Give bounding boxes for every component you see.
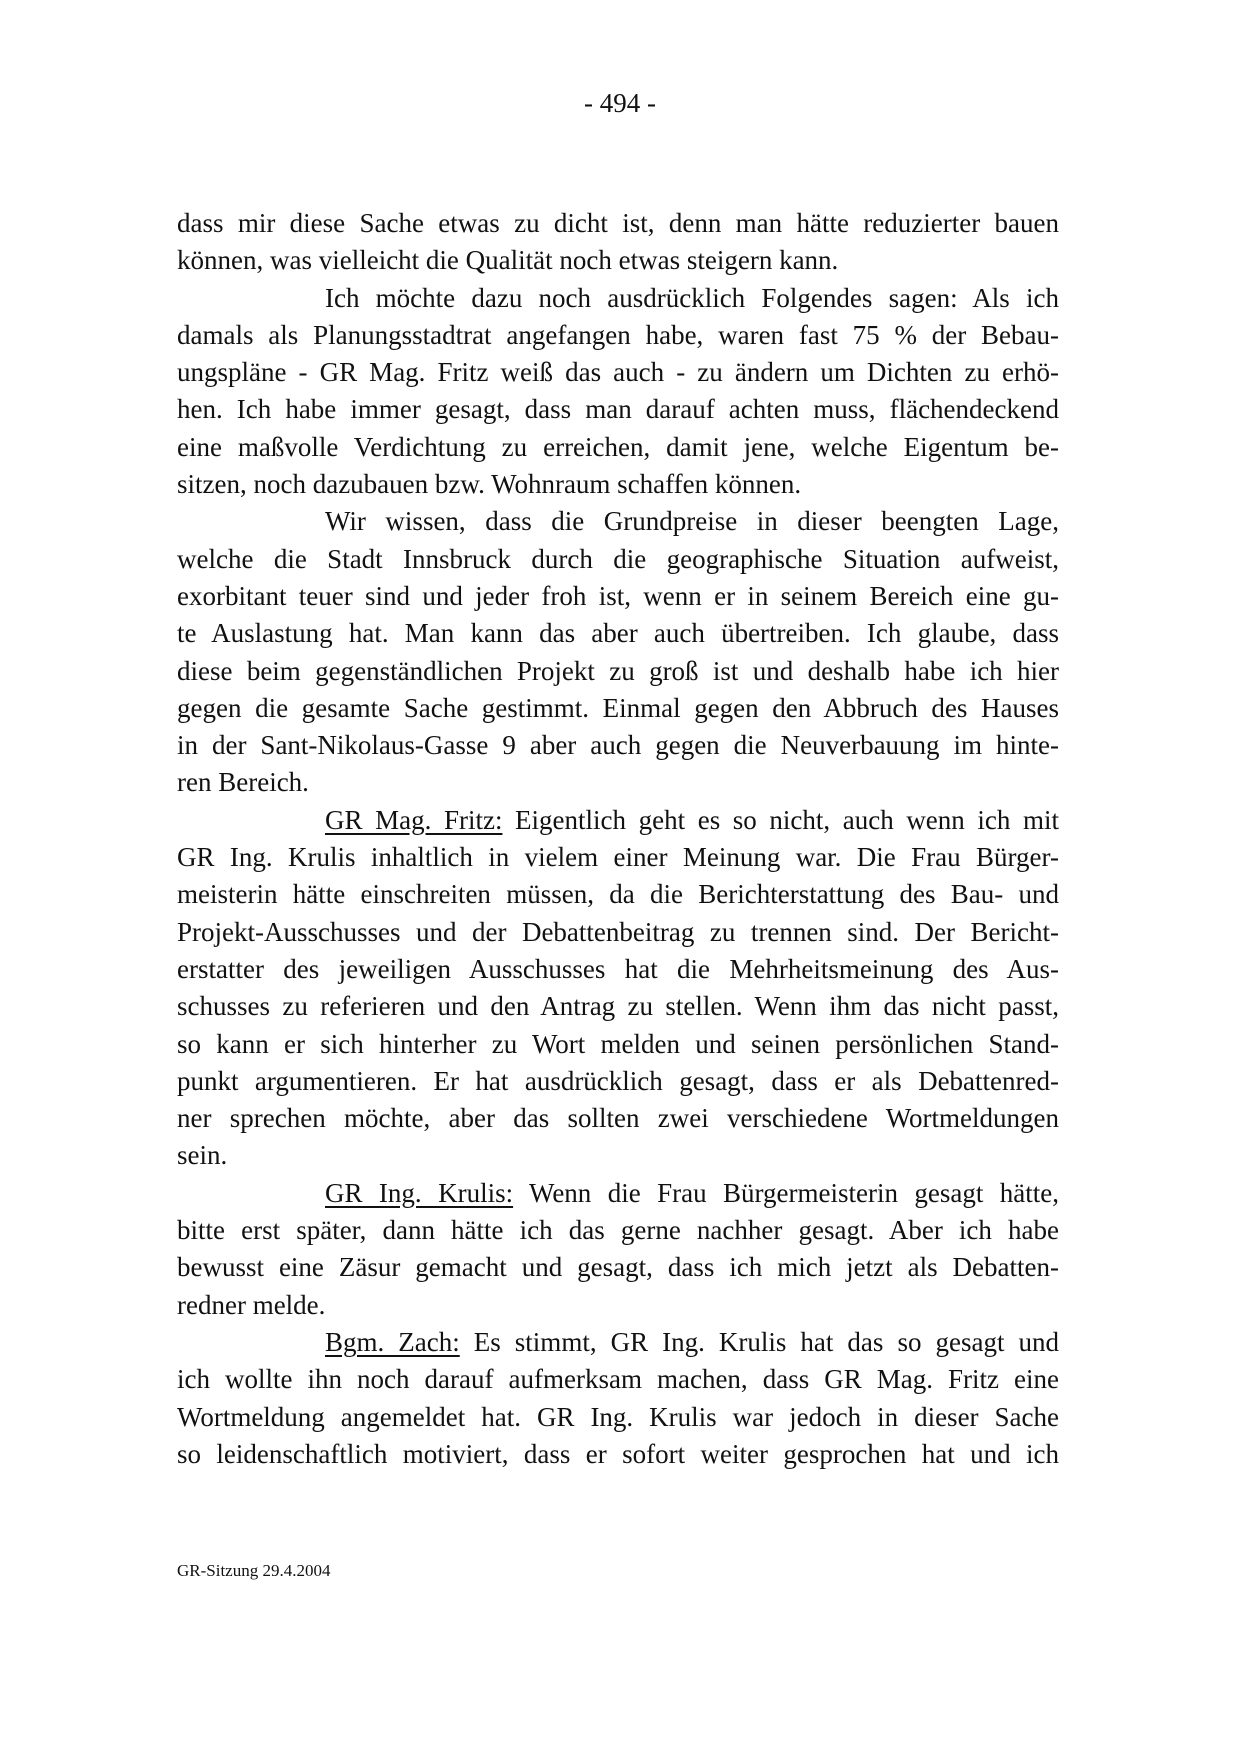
- text-line: GR Mag. Fritz: Eigentlich geht es so nicht, auch wenn ich mit: [325, 804, 1059, 835]
- text-line: ich wollte ihn noch darauf aufmerksam machen, dass GR Mag. Fritz eine: [177, 1364, 1059, 1395]
- text-line: GR Ing. Krulis: Wenn die Frau Bürgermeisterin gesagt hätte,: [325, 1177, 1060, 1208]
- text-line: Ich möchte dazu noch ausdrücklich Folgendes sagen: Als ich: [325, 282, 1059, 313]
- text-line: te Auslastung hat. Man kann das aber auch übertreiben. Ich glaube, dass: [177, 618, 1059, 649]
- text-line: GR Ing. Krulis inhaltlich in vielem einer Meinung war. Die Frau Bürger-: [177, 842, 1059, 873]
- text-line: sein.: [177, 1140, 228, 1171]
- body-text: [177, 205, 1059, 1473]
- footer-session-date: GR-Sitzung 29.4.2004: [177, 1561, 331, 1580]
- speaker-name: GR Ing. Krulis:: [325, 1177, 514, 1208]
- text-line: Wortmeldung angemeldet hat. GR Ing. Krulis war jedoch in dieser Sache: [177, 1401, 1059, 1432]
- text-line: bewusst eine Zäsur gemacht und gesagt, dass ich mich jetzt als Debatten-: [177, 1252, 1059, 1283]
- text-line: Bgm. Zach: Es stimmt, GR Ing. Krulis hat das so gesagt und: [325, 1326, 1059, 1357]
- speaker-name: GR Mag. Fritz:: [325, 804, 503, 835]
- text-line: damals als Planungsstadtrat angefangen habe, waren fast 75 % der Bebau-: [177, 319, 1059, 350]
- text-line: können, was vielleicht die Qualität noch etwas steigern kann.: [177, 245, 839, 276]
- page-number: - 494 -: [584, 88, 656, 118]
- text-line: gegen die gesamte Sache gestimmt. Einmal gegen den Abbruch des Hauses: [177, 692, 1059, 723]
- text-line: ungspläne - GR Mag. Fritz weiß das auch - zu ändern um Dichten zu erhö-: [177, 357, 1059, 388]
- text-line: punkt argumentieren. Er hat ausdrücklich gesagt, dass er als Debattenred-: [177, 1065, 1059, 1096]
- text-line: bitte erst später, dann hätte ich das gerne nachher gesagt. Aber ich habe: [177, 1215, 1059, 1246]
- text-line: erstatter des jeweiligen Ausschusses hat die Mehrheitsmeinung des Aus-: [177, 953, 1059, 984]
- text-line: so leidenschaftlich motiviert, dass er sofort weiter gesprochen hat und ich: [177, 1438, 1059, 1469]
- text-line: Wir wissen, dass die Grundpreise in dieser beengten Lage,: [325, 506, 1059, 537]
- text-line: Projekt-Ausschusses und der Debattenbeitrag zu trennen sind. Der Bericht-: [177, 916, 1059, 947]
- text-line: so kann er sich hinterher zu Wort melden und seinen persönlichen Stand-: [177, 1028, 1059, 1059]
- text-line: diese beim gegenständlichen Projekt zu groß ist und deshalb habe ich hier: [177, 655, 1059, 686]
- text-line: welche die Stadt Innsbruck durch die geographische Situation aufweist,: [177, 543, 1059, 574]
- text-line: redner melde.: [177, 1289, 326, 1320]
- text-line: schusses zu referieren und den Antrag zu stellen. Wenn ihm das nicht passt,: [177, 991, 1059, 1022]
- text-line: exorbitant teuer sind und jeder froh ist, wenn er in seinem Bereich eine gu-: [177, 580, 1059, 611]
- text-line: hen. Ich habe immer gesagt, dass man darauf achten muss, flächendeckend: [177, 394, 1059, 425]
- text-line: ren Bereich.: [177, 767, 309, 798]
- text-line: eine maßvolle Verdichtung zu erreichen, damit jene, welche Eigentum be-: [177, 431, 1059, 462]
- text-line: ner sprechen möchte, aber das sollten zwei verschiedene Wortmeldungen: [177, 1103, 1059, 1134]
- text-line: dass mir diese Sache etwas zu dicht ist, denn man hätte reduzierter bauen: [177, 208, 1059, 238]
- speaker-name: Bgm. Zach:: [325, 1326, 460, 1357]
- text-line: sitzen, noch dazubauen bzw. Wohnraum schaffen können.: [177, 469, 802, 500]
- text-line: in der Sant-Nikolaus-Gasse 9 aber auch gegen die Neuverbauung im hinte-: [177, 730, 1059, 761]
- text-line: meisterin hätte einschreiten müssen, da die Berichterstattung des Bau- und: [177, 879, 1059, 910]
